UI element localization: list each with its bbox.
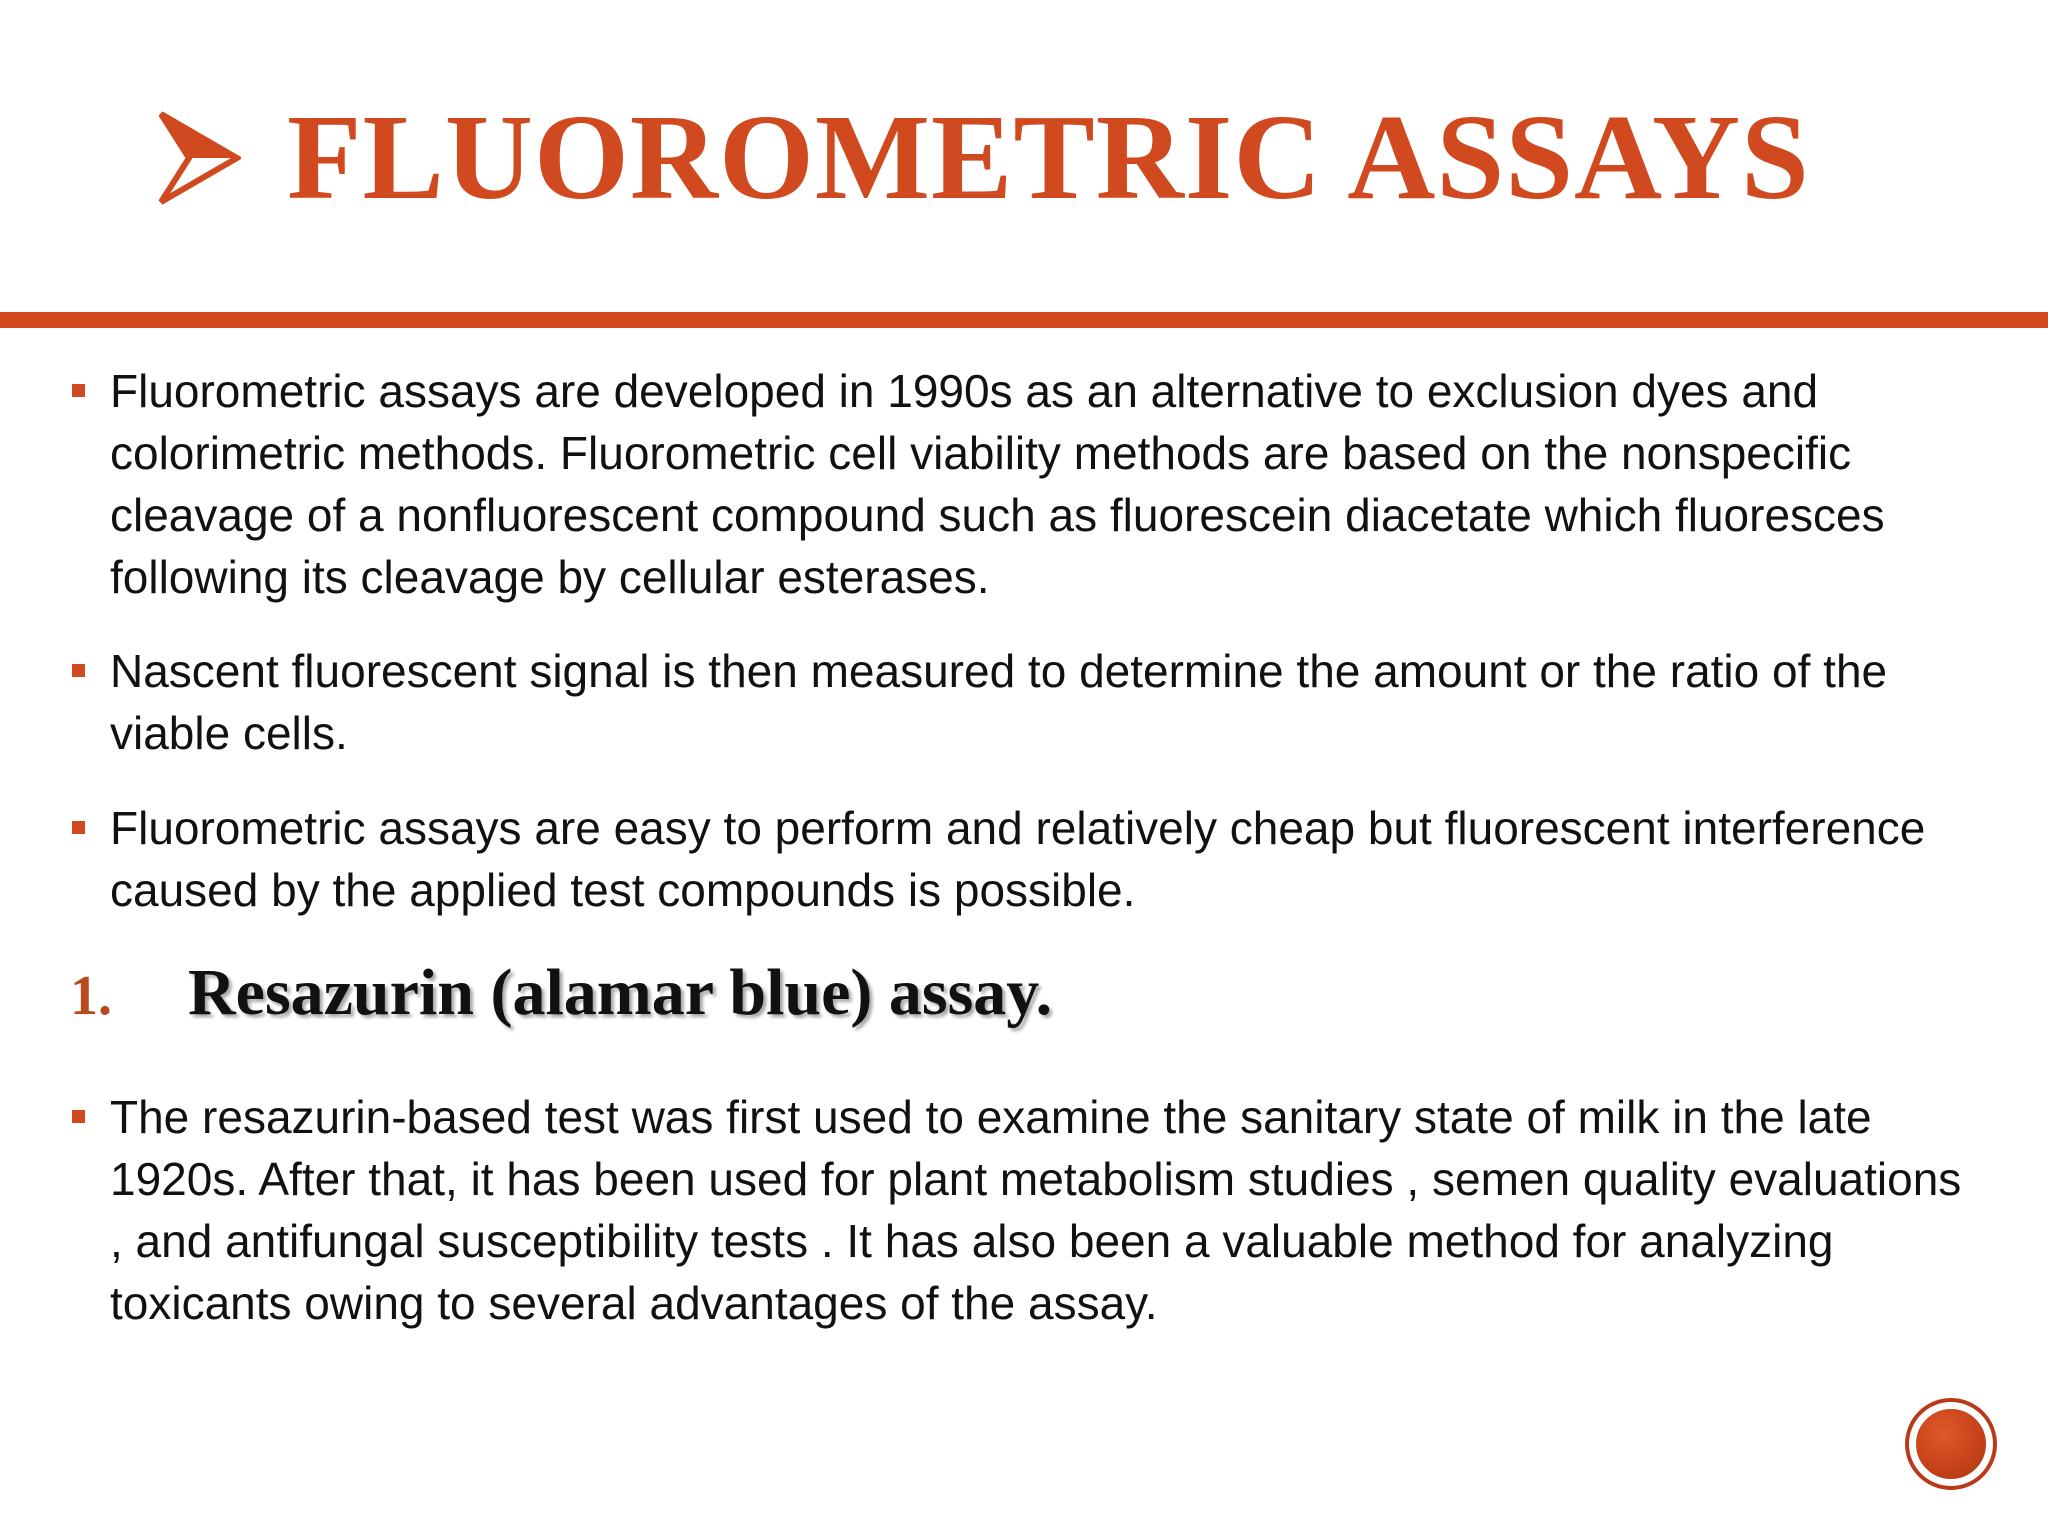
bullet-item [72,360,1972,608]
bullet-text: Fluorometric assays are developed in 1990s as an alternative to exclusion dyes and colorimetric methods. Fluorometric cell viability methods are based on the nonspecific cleavage of a nonfluorescent compound such as fluorescein diacetate which fluoresces following its cleavage by cellular esterases. [110,365,1885,603]
arrow-bullet-icon [155,110,241,206]
square-bullet-icon [72,1110,85,1123]
bullet-item [72,1086,1972,1334]
slide-title: FLUOROMETRIC ASSAYS [287,90,1810,225]
bullet-item [72,797,1972,921]
section-title: Resazurin (alamar blue) assay. [188,956,1053,1029]
square-bullet-icon [72,664,85,677]
section-number: 1. [70,965,112,1027]
bullet-text: Fluorometric assays are easy to perform and relatively cheap but fluorescent interference caused by the applied test compounds is possible. [110,802,1926,916]
bullet-text: The resazurin-based test was first used to examine the sanitary state of milk in the late 1920s. After that, it has been used for plant metabolism studies , semen quality evaluations , and antifungal susceptibility tests . It has also been a valuable method for analyzing toxicants owing to several advantages of the assay. [110,1091,1962,1329]
square-bullet-icon [72,384,85,397]
section-heading [70,955,1052,1031]
square-bullet-icon [72,821,85,834]
circle-nav-icon[interactable] [1905,1398,1997,1490]
bullet-text: Nascent fluorescent signal is then measured to determine the amount or the ratio of the viable cells. [110,645,1888,759]
title-divider [0,312,2048,328]
bullet-item [72,640,1972,764]
circle-nav-inner [1914,1407,1988,1481]
title-row [155,88,1810,228]
